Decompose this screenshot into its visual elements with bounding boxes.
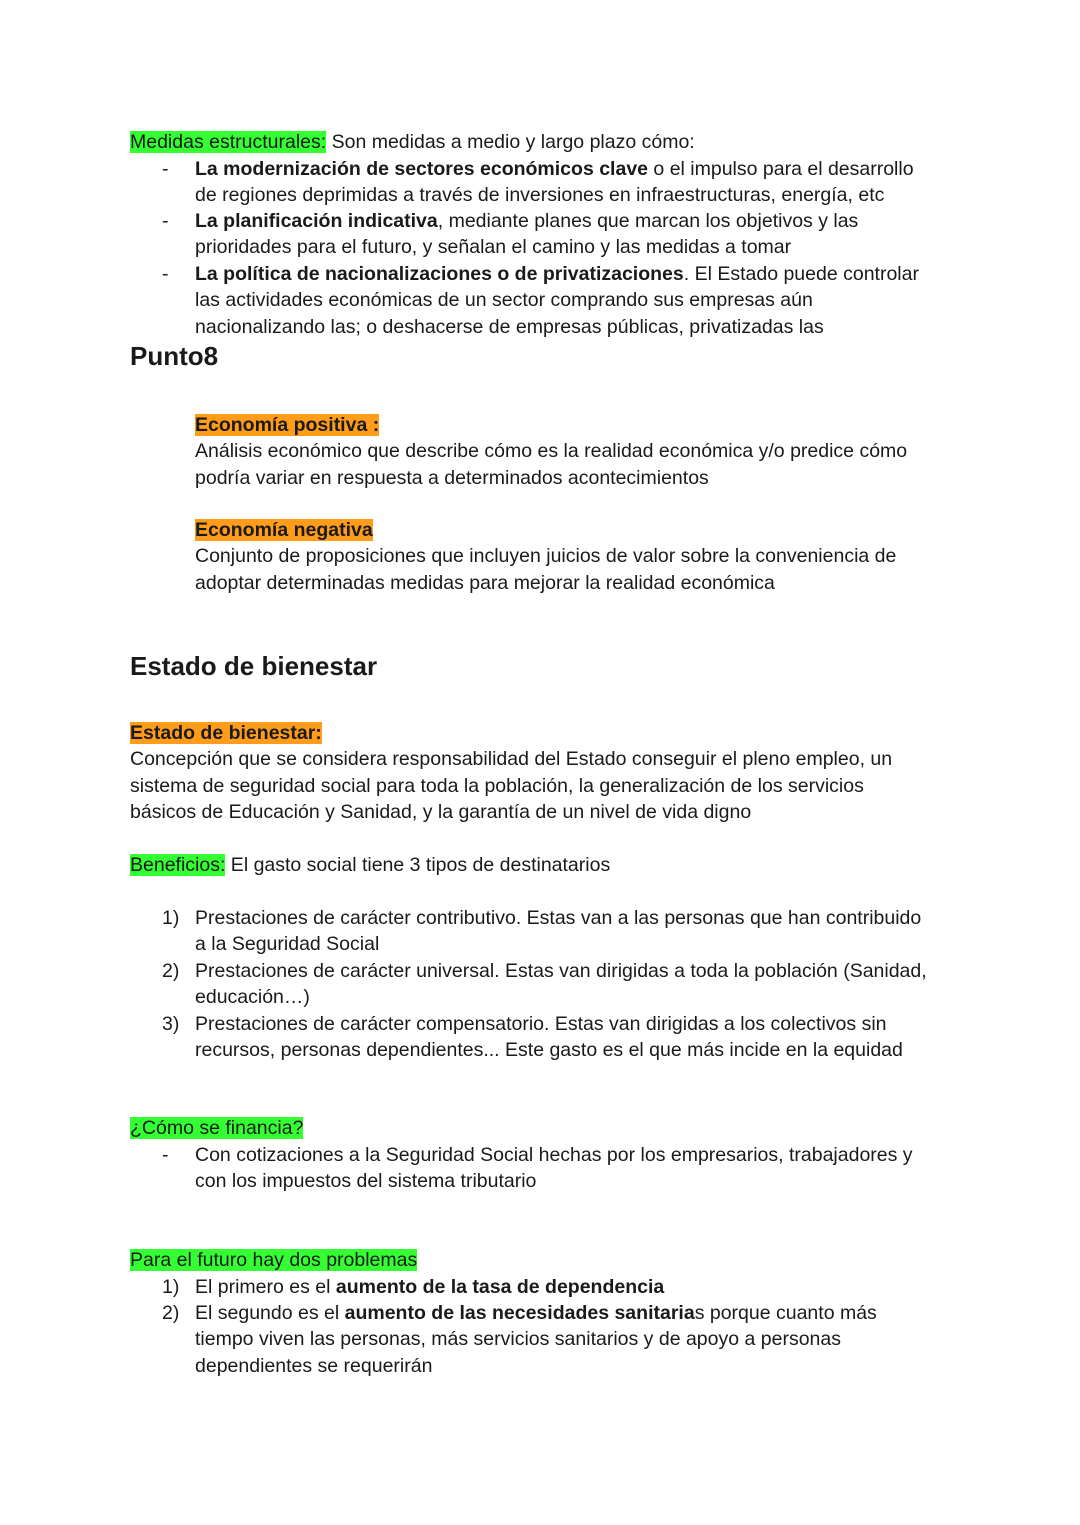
beneficios-label: Beneficios: xyxy=(130,854,226,876)
medidas-item-3-line3: nacionalizando las; o deshacerse de empresas públicas, privatizadas las xyxy=(195,315,824,338)
beneficios-text: El gasto social tiene 3 tipos de destinatarios xyxy=(225,854,611,876)
problema-2-line2: tiempo viven las personas, más servicios sanitarios y de apoyo a personas xyxy=(195,1328,841,1351)
prestacion-3-line1: Prestaciones de carácter compensatorio. Estas van dirigidas a los colectivos sin xyxy=(195,1013,887,1035)
medidas-item-3-rest: . El Estado puede controlar xyxy=(683,263,919,285)
list-number: 1) xyxy=(162,1276,180,1298)
bienestar-title: Estado de bienestar xyxy=(130,651,378,681)
medidas-intro: Son medidas a medio y largo plazo cómo: xyxy=(326,131,695,153)
problema-2-bold: aumento de las necesidades sanitaria xyxy=(344,1302,695,1324)
list-number: 2) xyxy=(162,960,180,982)
economia-negativa-line1: Conjunto de proposiciones que incluyen juicios de valor sobre la conveniencia de xyxy=(195,545,897,568)
medidas-item-1-bold: La modernización de sectores económicos clave xyxy=(195,158,649,180)
economia-negativa-label: Economía negativa xyxy=(195,519,373,541)
prestacion-1-line2: a la Seguridad Social xyxy=(195,933,380,956)
list-number: 3) xyxy=(162,1013,180,1035)
bienestar-def-line3: básicos de Educación y Sanidad, y la garantía de un nivel de vida digno xyxy=(130,800,752,823)
problema-2 xyxy=(195,1300,877,1379)
punto8-title: Punto8 xyxy=(130,341,219,371)
financia-heading xyxy=(130,1115,303,1141)
prestacion-3 xyxy=(195,1011,903,1064)
bienestar-def-line2: sistema de seguridad social para toda la población, la generalización de los servicios xyxy=(130,774,864,797)
prestacion-3-line2: recursos, personas dependientes... Este gasto es el que más incide en la equidad xyxy=(195,1039,903,1062)
dash-bullet: - xyxy=(162,210,169,232)
futuro-label: Para el futuro hay dos problemas xyxy=(130,1249,418,1271)
economia-negativa-line2: adoptar determinadas medidas para mejorar la realidad económica xyxy=(195,571,775,594)
futuro-heading xyxy=(130,1247,417,1273)
prestacion-1 xyxy=(195,905,921,958)
medidas-item-2-line2: prioridades para el futuro, y señalan el camino y las medidas a tomar xyxy=(195,236,792,259)
economia-positiva-line2: podría variar en respuesta a determinados acontecimientos xyxy=(195,466,709,489)
prestacion-1-line1: Prestaciones de carácter contributivo. Estas van a las personas que han contribuido xyxy=(195,907,922,929)
bienestar-def-label: Estado de bienestar: xyxy=(130,722,322,744)
beneficios-heading xyxy=(130,852,610,878)
economia-negativa xyxy=(195,517,896,596)
problema-2-line3: dependientes se requerirán xyxy=(195,1354,433,1377)
medidas-item-1-rest: o el impulso para el desarrollo xyxy=(648,158,914,180)
prestacion-2-line1: Prestaciones de carácter universal. Estas van dirigidas a toda la población (Sanidad, xyxy=(195,960,927,982)
medidas-heading xyxy=(130,129,695,155)
problema-1 xyxy=(195,1274,664,1300)
bienestar-definition xyxy=(130,720,892,825)
list-number: 2) xyxy=(162,1302,180,1324)
medidas-item-1-line2: de regiones deprimidas a través de inversiones en infraestructuras, energía, etc xyxy=(195,184,885,207)
economia-positiva xyxy=(195,412,907,491)
list-number: 1) xyxy=(162,907,180,929)
economia-positiva-label: Economía positiva : xyxy=(195,414,380,436)
medidas-item-1 xyxy=(195,156,914,209)
dash-bullet: - xyxy=(162,158,169,180)
financia-line2: con los impuestos del sistema tributario xyxy=(195,1170,537,1193)
economia-positiva-line1: Análisis económico que describe cómo es la realidad económica y/o predice cómo xyxy=(195,440,908,463)
prestacion-2-line2: educación…) xyxy=(195,986,310,1009)
medidas-item-2 xyxy=(195,208,858,261)
dash-bullet: - xyxy=(162,263,169,285)
dash-bullet: - xyxy=(162,1144,169,1166)
problema-2-post: s porque cuanto más xyxy=(694,1302,877,1324)
medidas-item-3-bold: La política de nacionalizaciones o de privatizaciones xyxy=(195,263,684,285)
financia-label: ¿Cómo se financia? xyxy=(130,1117,304,1139)
prestacion-2 xyxy=(195,958,927,1011)
medidas-item-2-bold: La planificación indicativa xyxy=(195,210,438,232)
medidas-item-3-line2: las actividades económicas de un sector comprando sus empresas aún xyxy=(195,289,813,312)
problema-2-pre: El segundo es el xyxy=(195,1302,345,1324)
problema-1-pre: El primero es el xyxy=(195,1276,336,1298)
financia-line1: Con cotizaciones a la Seguridad Social hechas por los empresarios, trabajadores y xyxy=(195,1144,913,1166)
medidas-item-2-rest: , mediante planes que marcan los objetivos y las xyxy=(437,210,859,232)
medidas-item-3 xyxy=(195,261,919,340)
problema-1-bold: aumento de la tasa de dependencia xyxy=(335,1276,665,1298)
financia-text xyxy=(195,1142,913,1195)
bienestar-def-line1: Concepción que se considera responsabilidad del Estado conseguir el pleno empleo, un xyxy=(130,748,893,771)
medidas-label: Medidas estructurales: xyxy=(130,131,327,153)
